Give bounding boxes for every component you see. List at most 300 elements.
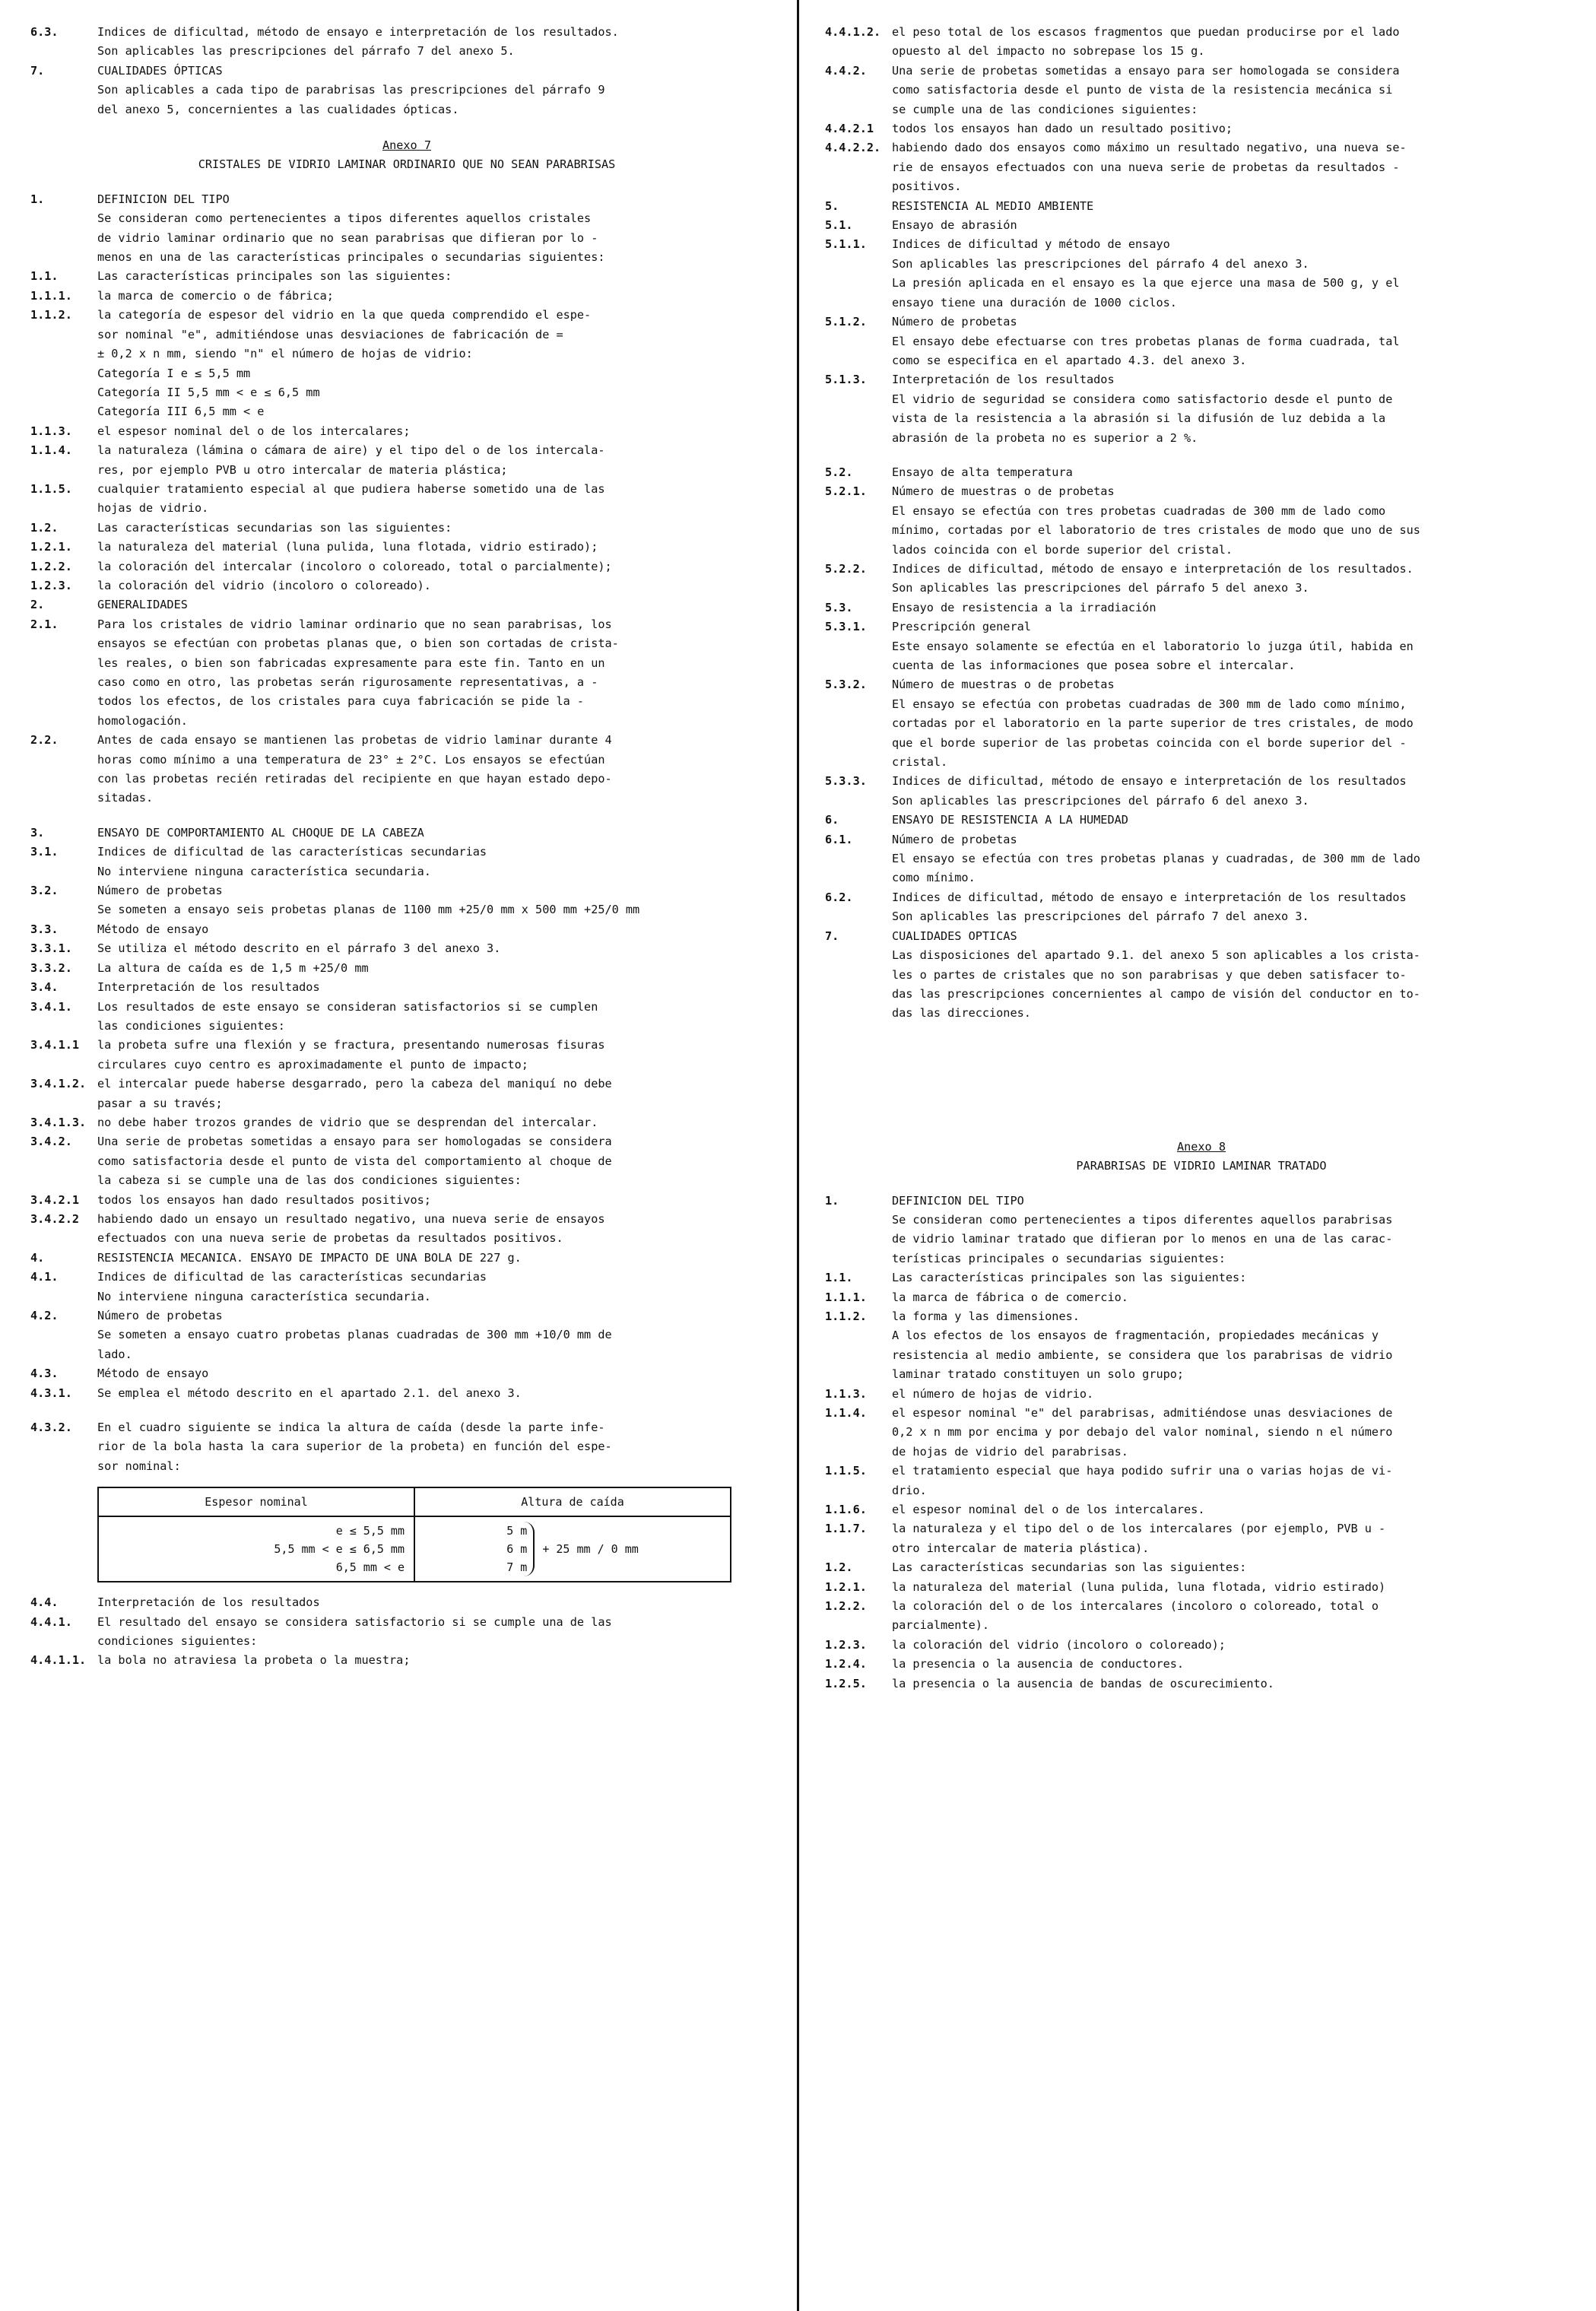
line-text: la naturaleza del material (luna pulida, luna flotada, vidrio estirado); (97, 540, 598, 554)
line-text: efectuados con una nueva serie de probetas da resultados positivos. (97, 1231, 563, 1246)
line-text: la presencia o la ausencia de bandas de oscurecimiento. (892, 1676, 1274, 1690)
text-line (825, 695, 1578, 714)
text-line (30, 480, 783, 499)
section-number: 4.3. (30, 1367, 59, 1381)
text-line (825, 332, 1578, 351)
line-text: RESISTENCIA MECANICA. ENSAYO DE IMPACTO DE UNA BOLA DE 227 g. (97, 1250, 522, 1265)
text-line (825, 1192, 1578, 1211)
text-line (825, 675, 1578, 694)
line-text: mínimo, cortadas por el laboratorio de tres cristales de modo que uno de sus (892, 523, 1420, 538)
section-number: 1.1.5. (825, 1464, 867, 1478)
section-number (825, 521, 892, 540)
text-line (30, 751, 783, 770)
text-line (30, 1287, 783, 1306)
section-number: 2. (30, 598, 45, 612)
line-text: El resultado del ensayo se considera satisfactorio si se cumple una de las (97, 1614, 612, 1629)
section-number (30, 209, 97, 228)
line-text: caso como en otro, las probetas serán rigurosamente representativas, a - (97, 675, 598, 689)
line-text: Se utiliza el método descrito en el párrafo 3 del anexo 3. (97, 941, 501, 956)
text-line (30, 1364, 783, 1383)
text-line (30, 939, 783, 958)
line-text: horas como mínimo a una temperatura de 23° ± 2°C. Los ensayos se efectúan (97, 752, 605, 767)
line-text: Para los cristales de vidrio laminar ordinario que no sean parabrisas, los (97, 617, 612, 631)
section-number: 1.1.2. (825, 1309, 867, 1323)
text-line (30, 673, 783, 692)
line-text: hojas de vidrio. (97, 501, 209, 516)
line-text: Son aplicables las prescripciones del párrafo 6 del anexo 3. (892, 793, 1309, 808)
annex-heading: CRISTALES DE VIDRIO LAMINAR ORDINARIO QUE NO SEAN PARABRISAS (198, 157, 616, 172)
section-number (825, 541, 892, 560)
text-line (825, 1423, 1578, 1442)
section-number: 7. (30, 63, 45, 78)
line-text: Una serie de probetas sometidas a ensayo para ser homologadas se considera (97, 1135, 612, 1149)
line-text: Prescripción general (892, 620, 1031, 634)
line-text: Ensayo de abrasión (892, 218, 1017, 233)
section-number (30, 1287, 97, 1306)
text-line (30, 1229, 783, 1248)
table-cell: 6 m (506, 1542, 528, 1557)
line-text: la coloración del vidrio (incoloro o coloreado). (97, 578, 431, 592)
text-line (30, 499, 783, 518)
text-line (825, 1616, 1578, 1635)
line-text: la categoría de espesor del vidrio en la que queda comprendido el espe- (97, 308, 592, 322)
column-separator (797, 0, 799, 2311)
line-text: Número de probetas (97, 1309, 223, 1322)
text-line (30, 229, 783, 248)
text-line (825, 1636, 1578, 1655)
line-text: las condiciones siguientes: (97, 1018, 285, 1033)
text-line (825, 138, 1578, 157)
line-text: No interviene ninguna característica secundaria. (97, 864, 431, 878)
text-line (30, 1191, 783, 1210)
line-text: Indices de dificultad, método de ensayo e interpretación de los resultados (892, 774, 1407, 789)
line-text: laminar tratado constituyen un solo grupo; (892, 1367, 1185, 1382)
line-text: Indices de dificultad, método de ensayo e interpretación de los resultados. (892, 561, 1414, 576)
drop-height-table (97, 1487, 731, 1582)
section-number (825, 390, 892, 409)
section-number: 4. (30, 1250, 45, 1265)
text-line (825, 119, 1578, 138)
line-text: Este ensayo solamente se efectúa en el laboratorio lo juzga útil, habida en (892, 639, 1414, 653)
section-number: 3.3. (30, 922, 59, 936)
section-number (30, 692, 97, 711)
line-text: como satisfactoria desde el punto de vista del comportamiento al choque de (97, 1154, 612, 1168)
line-text: El ensayo se efectúa con tres probetas planas y cuadradas, de 300 mm de lado (892, 852, 1420, 866)
line-text: el espesor nominal "e" del parabrisas, admitiéndose unas desviaciones de (892, 1406, 1393, 1420)
line-text: das las direcciones. (892, 1006, 1031, 1021)
line-text: cualquier tratamiento especial al que pudiera haberse sometido una de las (97, 481, 605, 496)
section-number (825, 351, 892, 370)
text-line (30, 100, 783, 119)
line-text: resistencia al medio ambiente, se considera que los parabrisas de vidrio (892, 1348, 1393, 1362)
section-number (825, 966, 892, 985)
text-line (30, 900, 783, 919)
text-line (30, 538, 783, 557)
section-number (825, 177, 892, 196)
text-line (825, 351, 1578, 370)
text-line (825, 23, 1578, 42)
text-line (825, 1443, 1578, 1462)
section-number: 1.2.4. (825, 1657, 867, 1671)
text-line (825, 235, 1578, 254)
section-number (30, 100, 97, 119)
text-line (825, 966, 1578, 985)
section-number (825, 907, 892, 926)
section-number (825, 1616, 892, 1635)
text-line (825, 1326, 1578, 1345)
line-text: la cabeza si se cumple una de las dos condiciones siguientes: (97, 1173, 522, 1188)
section-number: 6. (825, 813, 839, 827)
section-number (30, 383, 97, 402)
text-line (825, 1539, 1578, 1558)
section-number (825, 985, 892, 1004)
section-number (825, 429, 892, 448)
text-line (825, 521, 1578, 540)
line-text: terísticas principales o secundarias siguientes: (892, 1251, 1226, 1265)
section-number: 3.4.2. (30, 1135, 72, 1149)
section-number (30, 1017, 97, 1036)
section-number: 1.1.5. (30, 481, 72, 496)
annex-heading: PARABRISAS DE VIDRIO LAMINAR TRATADO (1076, 1159, 1327, 1173)
text-line (825, 255, 1578, 274)
section-number: 3.4.1.2. (30, 1077, 87, 1091)
line-text: Método de ensayo (97, 1367, 209, 1381)
text-line (30, 843, 783, 862)
section-number: 4.4.2.2. (825, 141, 881, 155)
section-number (30, 1152, 97, 1171)
text-line (30, 209, 783, 228)
line-text: de vidrio laminar ordinario que no sean parabrisas que difieran por lo - (97, 230, 598, 245)
line-text: otro intercalar de materia plástica). (892, 1541, 1150, 1555)
text-line (30, 1036, 783, 1055)
section-number (825, 946, 892, 965)
section-number (30, 1229, 97, 1248)
line-text: pasar a su través; (97, 1096, 223, 1110)
section-number (825, 81, 892, 100)
text-line (30, 1171, 783, 1190)
line-text: Son aplicables a cada tipo de parabrisas las prescripciones del párrafo 9 (97, 83, 605, 97)
text-line (825, 849, 1578, 868)
section-number (825, 42, 892, 61)
text-line (30, 634, 783, 653)
text-line (825, 482, 1578, 501)
line-text: positivos. (892, 179, 962, 194)
section-number: 1.2. (825, 1560, 853, 1575)
text-line (30, 998, 783, 1017)
section-number: 4.4.1.2. (825, 25, 881, 39)
section-number (30, 1325, 97, 1344)
line-text: Ensayo de resistencia a la irradiación (892, 600, 1157, 614)
text-line (30, 325, 783, 344)
line-text: de vidrio laminar tratado que difieran por lo menos en una de las carac- (892, 1232, 1393, 1246)
line-text: rior de la bola hasta la cara superior de la probeta) en función del espe- (97, 1440, 612, 1454)
text-line (30, 267, 783, 286)
line-text: 0,2 x n mm por encima y por debajo del valor nominal, siendo n el número (892, 1425, 1393, 1440)
section-number (30, 900, 97, 919)
line-text: circulares cuyo centro es aproximadamente el punto de impacto; (97, 1057, 528, 1071)
text-line (825, 1268, 1578, 1287)
line-text: Número de probetas (892, 315, 1017, 329)
section-number: 5.2. (825, 465, 853, 479)
text-line (825, 1519, 1578, 1538)
line-text: El ensayo debe efectuarse con tres probetas planas de forma cuadrada, tal (892, 334, 1400, 348)
text-line (30, 595, 783, 614)
line-text: la coloración del o de los intercalares (incoloro o coloreado, total o (892, 1599, 1379, 1614)
section-number (825, 868, 892, 887)
text-line (825, 1307, 1578, 1326)
text-line (30, 1306, 783, 1325)
line-text: Interpretación de los resultados (892, 373, 1115, 387)
text-line (825, 541, 1578, 560)
section-number: 5.3.2. (825, 678, 867, 692)
text-line (825, 1004, 1578, 1023)
line-text: les reales, o bien son fabricadas expresamente para este fin. Tanto en un (97, 656, 605, 670)
text-line (30, 344, 783, 363)
text-line (825, 313, 1578, 332)
section-number (30, 1094, 97, 1113)
section-number: 4.1. (30, 1270, 59, 1284)
section-number (30, 42, 97, 61)
section-number (30, 248, 97, 267)
section-number: 2.2. (30, 733, 59, 748)
line-text: DEFINICION DEL TIPO (892, 1193, 1024, 1208)
text-line (30, 692, 783, 711)
text-line (825, 1481, 1578, 1500)
section-number: 4.2. (30, 1309, 59, 1322)
text-line (30, 770, 783, 789)
text-line (30, 1113, 783, 1132)
text-line (825, 830, 1578, 849)
text-line (30, 402, 783, 421)
line-text: el número de hojas de vidrio. (892, 1386, 1094, 1401)
section-number: 1.2. (30, 520, 59, 535)
text-line (825, 1675, 1578, 1694)
line-text: Las características principales son las siguientes: (892, 1271, 1247, 1285)
text-line (30, 287, 783, 306)
section-number: 3. (30, 825, 45, 840)
section-number: 1.1. (825, 1271, 853, 1285)
text-line (30, 1418, 783, 1437)
text-line (30, 1268, 783, 1287)
line-text: homologación. (97, 713, 188, 728)
section-number: 5.2.2. (825, 561, 867, 576)
text-line (30, 862, 783, 881)
line-text: todos los efectos, de los cristales para cuya fabricación se pide la - (97, 694, 585, 709)
text-line (825, 888, 1578, 907)
line-text: como satisfactoria desde el punto de vista de la resistencia mecánica si (892, 83, 1393, 97)
line-text: lados coincida con el borde superior del cristal. (892, 542, 1233, 557)
line-text: Las características secundarias son las siguientes: (892, 1560, 1247, 1575)
text-line (825, 1211, 1578, 1230)
text-line (30, 881, 783, 900)
text-line (30, 712, 783, 731)
text-line (825, 274, 1578, 293)
line-text: Número de probetas (892, 832, 1017, 846)
section-number (825, 579, 892, 598)
line-text: la coloración del vidrio (incoloro o coloreado); (892, 1637, 1226, 1652)
section-number (825, 1346, 892, 1365)
section-number: 4.4.1.1. (30, 1653, 87, 1668)
text-line (30, 731, 783, 750)
line-text: ensayos se efectúan con probetas planas que, o bien son cortadas de crista- (97, 636, 619, 651)
text-line (30, 1075, 783, 1094)
section-number (30, 461, 97, 480)
line-text: ENSAYO DE COMPORTAMIENTO AL CHOQUE DE LA CABEZA (97, 825, 424, 840)
section-number: 1. (825, 1193, 839, 1208)
text-line (825, 714, 1578, 733)
section-number: 1.2.1. (30, 540, 72, 554)
section-number (825, 849, 892, 868)
section-number: 1.1. (30, 269, 59, 284)
line-text: Indices de dificultad de las características secundarias (97, 1270, 487, 1284)
text-line (825, 1230, 1578, 1249)
text-line (30, 519, 783, 538)
line-text: ENSAYO DE RESISTENCIA A LA HUMEDAD (892, 813, 1128, 827)
table-cell: 5,5 mm < e ≤ 6,5 mm (274, 1542, 405, 1557)
text-line (30, 654, 783, 673)
annex-title: Anexo 8 (1176, 1139, 1226, 1154)
line-text: Son aplicables las prescripciones del párrafo 5 del anexo 3. (892, 581, 1309, 595)
line-text: la marca de fábrica o de comercio. (892, 1290, 1128, 1304)
text-line (825, 1578, 1578, 1597)
section-number (825, 1230, 892, 1249)
section-number (825, 1326, 892, 1345)
section-number: 3.4.1. (30, 999, 72, 1014)
section-number (30, 344, 97, 363)
text-line (30, 978, 783, 997)
line-text: Las características secundarias son las siguientes: (97, 520, 452, 535)
text-line (825, 637, 1578, 656)
line-text: Antes de cada ensayo se mantienen las probetas de vidrio laminar durante 4 (97, 733, 612, 748)
section-number: 1.1.7. (825, 1522, 867, 1536)
section-number (30, 1457, 97, 1476)
section-number (825, 714, 892, 733)
text-line (825, 216, 1578, 235)
line-text: Categoría I e ≤ 5,5 mm (97, 366, 251, 380)
section-number: 5.3. (825, 600, 853, 614)
section-number: 3.4. (30, 980, 59, 995)
section-number (30, 789, 97, 808)
line-text: ± 0,2 x n mm, siendo "n" el número de hojas de vidrio: (97, 347, 473, 361)
line-text: la naturaleza (lámina o cámara de aire) y el tipo del o de los intercala- (97, 443, 605, 458)
line-text: Las disposiciones del apartado 9.1. del anexo 5 son aplicables a los crista- (892, 948, 1420, 963)
table-cell: 6,5 mm < e (335, 1560, 405, 1575)
line-text: con las probetas recién retiradas del recipiente en que hayan estado depo- (97, 772, 612, 786)
line-text: La presión aplicada en el ensayo es la que ejerce una masa de 500 g, y el (892, 276, 1400, 290)
section-number: 1.1.1. (30, 288, 72, 303)
line-text: Indices de dificultad, método de ensayo e interpretación de los resultados (892, 890, 1407, 904)
annex-title: Anexo 7 (382, 138, 431, 153)
line-text: cortadas por el laboratorio en la parte superior de tres cristales, de modo (892, 716, 1414, 731)
line-text: vista de la resistencia a la abrasión si la difusión de luz debida a la (892, 411, 1386, 426)
text-line (30, 1210, 783, 1229)
text-line (825, 598, 1578, 617)
line-text: No interviene ninguna característica secundaria. (97, 1289, 431, 1303)
section-number (825, 637, 892, 656)
line-text: En el cuadro siguiente se indica la altura de caída (desde la parte infe- (97, 1421, 605, 1435)
line-text: Son aplicables las prescripciones del párrafo 4 del anexo 3. (892, 256, 1309, 271)
table-cell: e ≤ 5,5 mm (335, 1524, 405, 1538)
section-number (30, 1345, 97, 1364)
section-number (825, 1539, 892, 1558)
line-text: todos los ensayos han dado un resultado positivo; (892, 122, 1233, 136)
line-text: habiendo dado un ensayo un resultado negativo, una nueva serie de ensayos (97, 1211, 605, 1226)
text-line (825, 429, 1578, 448)
section-number (825, 695, 892, 714)
section-number: 3.2. (30, 884, 59, 898)
text-line (825, 197, 1578, 216)
line-text: se cumple una de las condiciones siguientes: (892, 102, 1198, 116)
text-line (825, 656, 1578, 675)
line-text: del anexo 5, concernientes a las cualidades ópticas. (97, 102, 459, 116)
line-text: habiendo dado dos ensayos como máximo un resultado negativo, una nueva se- (892, 141, 1407, 155)
text-line (30, 1457, 783, 1476)
section-number: 6.3. (30, 25, 59, 39)
text-line (825, 792, 1578, 811)
section-number (30, 634, 97, 653)
section-number (30, 1437, 97, 1456)
section-number (30, 402, 97, 421)
section-number: 5.1. (825, 218, 853, 233)
table-header: Espesor nominal (98, 1487, 414, 1516)
text-line (825, 1385, 1578, 1404)
section-number (825, 1004, 892, 1023)
section-number: 1.1.4. (30, 443, 72, 458)
section-number (825, 1423, 892, 1442)
text-line (30, 1651, 783, 1670)
line-text: GENERALIDADES (97, 598, 188, 612)
line-text: Los resultados de este ensayo se consideran satisfactorios si se cumplen (97, 999, 598, 1014)
section-number (30, 712, 97, 731)
text-line (825, 1655, 1578, 1674)
text-line (30, 789, 783, 808)
text-line (825, 42, 1578, 61)
table-cell: 7 m (506, 1560, 528, 1575)
text-line (825, 811, 1578, 830)
section-number (30, 229, 97, 248)
section-number: 4.4.2.1 (825, 122, 874, 136)
section-number: 3.4.1.1 (30, 1038, 80, 1052)
text-line (30, 461, 783, 480)
section-number: 5.2.1. (825, 484, 867, 499)
section-number: 1.2.5. (825, 1676, 867, 1690)
section-number: 5.3.1. (825, 620, 867, 634)
section-number: 5.1.3. (825, 373, 867, 387)
text-line (30, 1132, 783, 1151)
section-number (825, 1249, 892, 1268)
section-number: 3.4.2.2 (30, 1211, 80, 1226)
section-number: 3.4.1.3. (30, 1115, 87, 1129)
section-number (30, 499, 97, 518)
text-line (825, 1462, 1578, 1481)
table-header: Altura de caída (414, 1487, 731, 1516)
text-line (30, 42, 783, 61)
section-number: 1.2.3. (825, 1637, 867, 1652)
text-line (825, 390, 1578, 409)
line-text: RESISTENCIA AL MEDIO AMBIENTE (892, 198, 1094, 213)
thickness-cell (98, 1516, 414, 1582)
section-number (825, 792, 892, 811)
line-text: Indices de dificultad y método de ensayo (892, 237, 1170, 252)
section-number: 1.1.3. (30, 424, 72, 438)
line-text: CUALIDADES ÓPTICAS (97, 63, 223, 78)
text-line (825, 753, 1578, 772)
text-line (825, 985, 1578, 1004)
section-number (30, 1632, 97, 1651)
line-text: sor nominal "e", admitiéndose unas desviaciones de fabricación de = (97, 327, 563, 341)
line-text: DEFINICION DEL TIPO (97, 192, 230, 206)
line-text: Indices de dificultad, método de ensayo e interpretación de los resultados. (97, 25, 619, 39)
